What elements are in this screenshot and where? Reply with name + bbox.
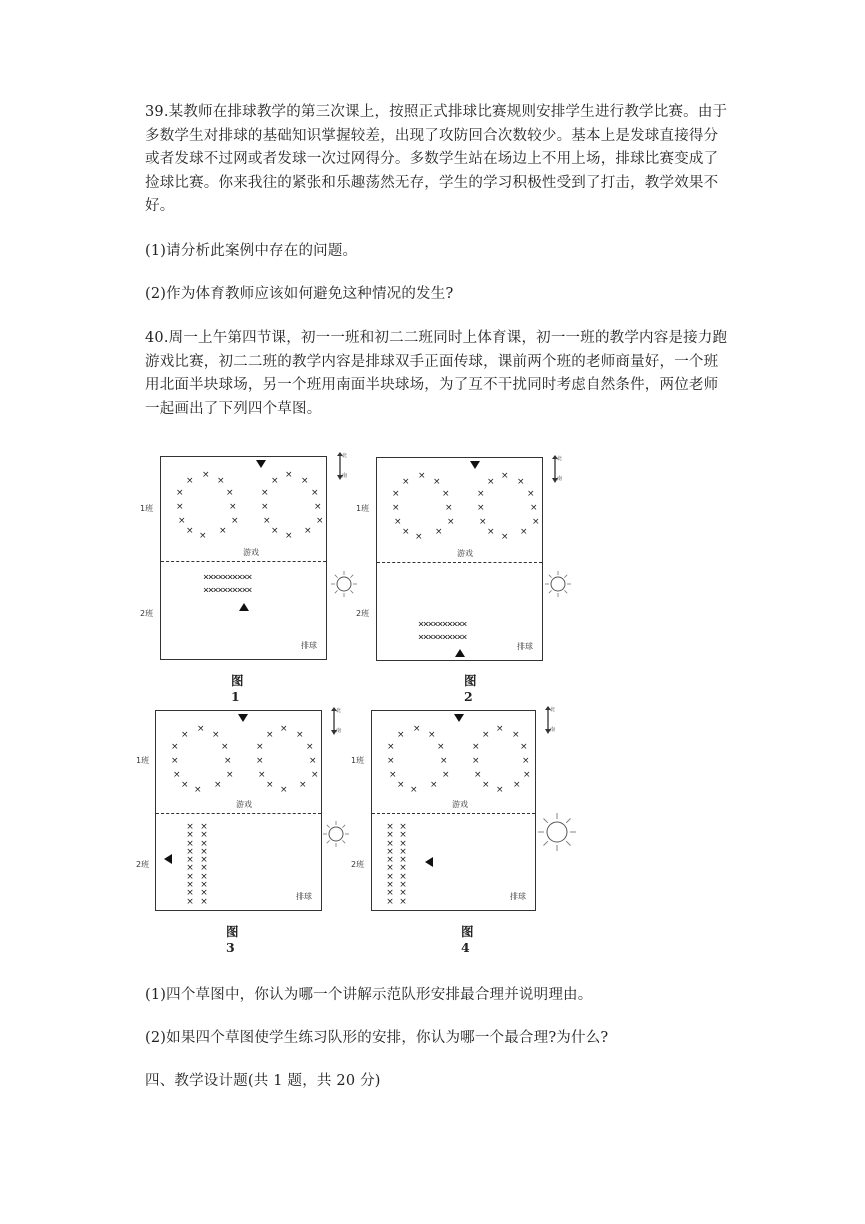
student-mark: × <box>523 770 531 780</box>
student-mark: × <box>221 742 229 752</box>
student-mark: × <box>397 730 405 740</box>
student-mark: × <box>447 517 455 527</box>
court <box>160 456 327 660</box>
volleyball-label: 排球 <box>296 892 312 901</box>
figure-caption: 图 4 <box>461 924 474 955</box>
class1-label: 1班 <box>140 504 154 513</box>
student-mark: × <box>410 785 418 795</box>
q39-sub2: (2)作为体育教师应该如何避免这种情况的发生? <box>145 286 454 302</box>
student-mark: × <box>392 503 400 513</box>
student-mark: × <box>482 780 490 790</box>
student-mark: × <box>472 742 480 752</box>
student-mark: × <box>296 730 304 740</box>
student-mark: × <box>280 785 288 795</box>
court-divider <box>377 562 542 563</box>
student-column: × × × × × × × × × × <box>386 822 394 907</box>
class1-label: 1班 <box>351 756 365 765</box>
student-mark: × <box>402 477 410 487</box>
volleyball-label: 排球 <box>510 892 526 901</box>
teacher-marker <box>425 857 433 867</box>
volleyball-label: 排球 <box>301 641 317 650</box>
q39-line: 多数学生对排球的基础知识掌握较差，出现了攻防回合次数较少。基本上是发球直接得分 <box>145 127 719 144</box>
teacher-marker <box>239 603 249 611</box>
student-mark: × <box>311 488 319 498</box>
student-row: ×××××××××× <box>418 619 467 630</box>
student-mark: × <box>224 756 232 766</box>
student-mark: × <box>266 730 274 740</box>
student-mark: × <box>430 780 438 790</box>
student-mark: × <box>261 502 269 512</box>
student-mark: × <box>271 526 279 536</box>
student-mark: × <box>214 780 222 790</box>
student-row: ×××××××××× <box>203 572 252 583</box>
q39-line: 捡球比赛。你来我往的紧张和乐趣荡然无存，学生的学习积极性受到了打击，教学效果不 <box>145 174 719 191</box>
student-mark: × <box>194 785 202 795</box>
class2-label: 2班 <box>351 860 365 869</box>
student-mark: × <box>186 526 194 536</box>
student-mark: × <box>532 517 540 527</box>
student-mark: × <box>428 730 436 740</box>
section-heading: 四、教学设计题(共 1 题，共 20 分) <box>145 1073 381 1089</box>
student-mark: × <box>199 531 207 541</box>
student-mark: × <box>387 756 395 766</box>
student-mark: × <box>173 770 181 780</box>
student-row: ×××××××××× <box>418 632 467 643</box>
student-mark: × <box>261 488 269 498</box>
north-label: 北 <box>336 708 342 714</box>
teacher-marker <box>454 714 464 722</box>
teacher-marker <box>164 854 172 864</box>
figure-caption: 图 1 <box>231 673 244 704</box>
class2-label: 2班 <box>136 860 150 869</box>
student-mark: × <box>263 516 271 526</box>
student-column: × × × × × × × × × × <box>186 822 194 907</box>
student-mark: × <box>186 476 194 486</box>
student-mark: × <box>304 526 312 536</box>
student-column: × × × × × × × × × × <box>399 822 407 907</box>
student-mark: × <box>397 780 405 790</box>
game-label: 游戏 <box>452 800 468 809</box>
q39-line: 好。 <box>145 198 175 214</box>
q40-sub2: (2)如果四个草图使学生练习队形的安排，你认为哪一个最合理?为什么? <box>145 1030 609 1046</box>
court-divider <box>161 561 326 562</box>
student-mark: × <box>299 780 307 790</box>
student-mark: × <box>202 470 210 480</box>
student-mark: × <box>445 503 453 513</box>
student-mark: × <box>197 724 205 734</box>
student-mark: × <box>392 489 400 499</box>
teacher-marker <box>455 649 465 657</box>
student-mark: × <box>487 527 495 537</box>
north-label: 北 <box>557 456 563 462</box>
court <box>155 710 322 911</box>
student-column: × × × × × × × × × × <box>200 822 208 907</box>
student-mark: × <box>522 756 530 766</box>
student-mark: × <box>440 756 448 766</box>
class2-label: 2班 <box>356 609 370 618</box>
student-mark: × <box>418 471 426 481</box>
q40-sub1: (1)四个草图中，你认为哪一个讲解示范队形安排最合理并说明理由。 <box>145 987 593 1003</box>
game-label: 游戏 <box>236 800 252 809</box>
student-mark: × <box>256 742 264 752</box>
student-mark: × <box>477 503 485 513</box>
student-mark: × <box>520 527 528 537</box>
q40-line: 用北面半块球场，另一个班用南面半块球场，为了互不干扰同时考虑自然条件，两位老师 <box>145 377 719 393</box>
student-mark: × <box>474 770 482 780</box>
compass-icon <box>548 455 570 489</box>
student-mark: × <box>415 532 423 542</box>
q39-line: 或者发球不过网或者发球一次过网得分。多数学生站在场边上不用上场，排球比赛变成了 <box>145 151 719 167</box>
student-mark: × <box>314 502 322 512</box>
south-label: 南 <box>557 476 563 482</box>
student-mark: × <box>413 724 421 734</box>
student-mark: × <box>517 477 525 487</box>
student-mark: × <box>219 526 227 536</box>
q39-line: 39.某教师在排球教学的第三次课上，按照正式排球比赛规则安排学生进行教学比赛。由于 <box>145 104 728 120</box>
south-label: 南 <box>550 727 556 733</box>
student-mark: × <box>178 516 186 526</box>
q40-line: 游戏比赛，初二二班的教学内容是排球双手正面传球，课前两个班的老师商量好，一个班 <box>145 353 719 370</box>
student-mark: × <box>176 488 184 498</box>
north-label: 北 <box>550 707 556 713</box>
student-mark: × <box>311 770 319 780</box>
student-mark: × <box>512 730 520 740</box>
student-mark: × <box>181 730 189 740</box>
court <box>371 710 536 911</box>
court <box>376 457 543 661</box>
student-mark: × <box>258 770 266 780</box>
figure-caption: 图 3 <box>226 924 239 955</box>
student-mark: × <box>271 476 279 486</box>
student-mark: × <box>501 471 509 481</box>
class1-label: 1班 <box>356 504 370 513</box>
student-mark: × <box>389 770 397 780</box>
compass-icon <box>327 707 349 741</box>
volleyball-label: 排球 <box>517 642 533 651</box>
q39-sub1: (1)请分析此案例中存在的问题。 <box>145 243 358 259</box>
student-mark: × <box>496 724 504 734</box>
student-mark: × <box>487 477 495 487</box>
teacher-marker <box>238 714 248 722</box>
student-mark: × <box>285 531 293 541</box>
sun-icon <box>322 820 350 852</box>
north-label: 北 <box>342 453 348 459</box>
student-mark: × <box>171 742 179 752</box>
student-mark: × <box>442 489 450 499</box>
student-mark: × <box>513 780 521 790</box>
class1-label: 1班 <box>136 756 150 765</box>
student-mark: × <box>530 503 538 513</box>
student-mark: × <box>472 756 480 766</box>
compass-icon <box>541 706 563 740</box>
student-mark: × <box>479 517 487 527</box>
q40-line: 40.周一上午第四节课，初一一班和初二二班同时上体育课，初一一班的教学内容是接力跑 <box>145 330 728 346</box>
student-mark: × <box>256 756 264 766</box>
student-mark: × <box>482 730 490 740</box>
student-mark: × <box>435 527 443 537</box>
student-mark: × <box>280 724 288 734</box>
court-divider <box>372 813 535 814</box>
south-label: 南 <box>342 473 348 479</box>
student-mark: × <box>226 770 234 780</box>
sun-icon <box>537 812 577 856</box>
court-divider <box>156 813 321 814</box>
student-mark: × <box>437 742 445 752</box>
class2-label: 2班 <box>140 609 154 618</box>
south-label: 南 <box>336 728 342 734</box>
student-mark: × <box>477 489 485 499</box>
student-mark: × <box>520 742 528 752</box>
student-mark: × <box>394 517 402 527</box>
student-mark: × <box>387 742 395 752</box>
student-row: ×××××××××× <box>203 585 252 596</box>
student-mark: × <box>433 477 441 487</box>
student-mark: × <box>176 502 184 512</box>
student-mark: × <box>217 476 225 486</box>
q40-text <box>145 327 735 421</box>
q40-line: 一起画出了下列四个草图。 <box>145 400 322 417</box>
game-label: 游戏 <box>243 548 259 557</box>
game-label: 游戏 <box>457 549 473 558</box>
teacher-marker <box>256 460 266 468</box>
figure-caption: 图 2 <box>464 673 477 704</box>
teacher-marker <box>470 461 480 469</box>
student-mark: × <box>527 489 535 499</box>
student-mark: × <box>309 756 317 766</box>
student-mark: × <box>501 532 509 542</box>
student-mark: × <box>181 780 189 790</box>
student-mark: × <box>442 770 450 780</box>
student-mark: × <box>496 785 504 795</box>
student-mark: × <box>285 470 293 480</box>
student-mark: × <box>212 730 220 740</box>
student-mark: × <box>266 780 274 790</box>
student-mark: × <box>229 502 237 512</box>
sun-icon <box>330 570 358 602</box>
student-mark: × <box>171 756 179 766</box>
student-mark: × <box>402 527 410 537</box>
student-mark: × <box>226 488 234 498</box>
compass-icon <box>333 452 355 486</box>
sun-icon <box>544 570 572 602</box>
student-mark: × <box>231 516 239 526</box>
student-mark: × <box>316 516 324 526</box>
student-mark: × <box>301 476 309 486</box>
q39-text <box>145 101 735 219</box>
student-mark: × <box>306 742 314 752</box>
